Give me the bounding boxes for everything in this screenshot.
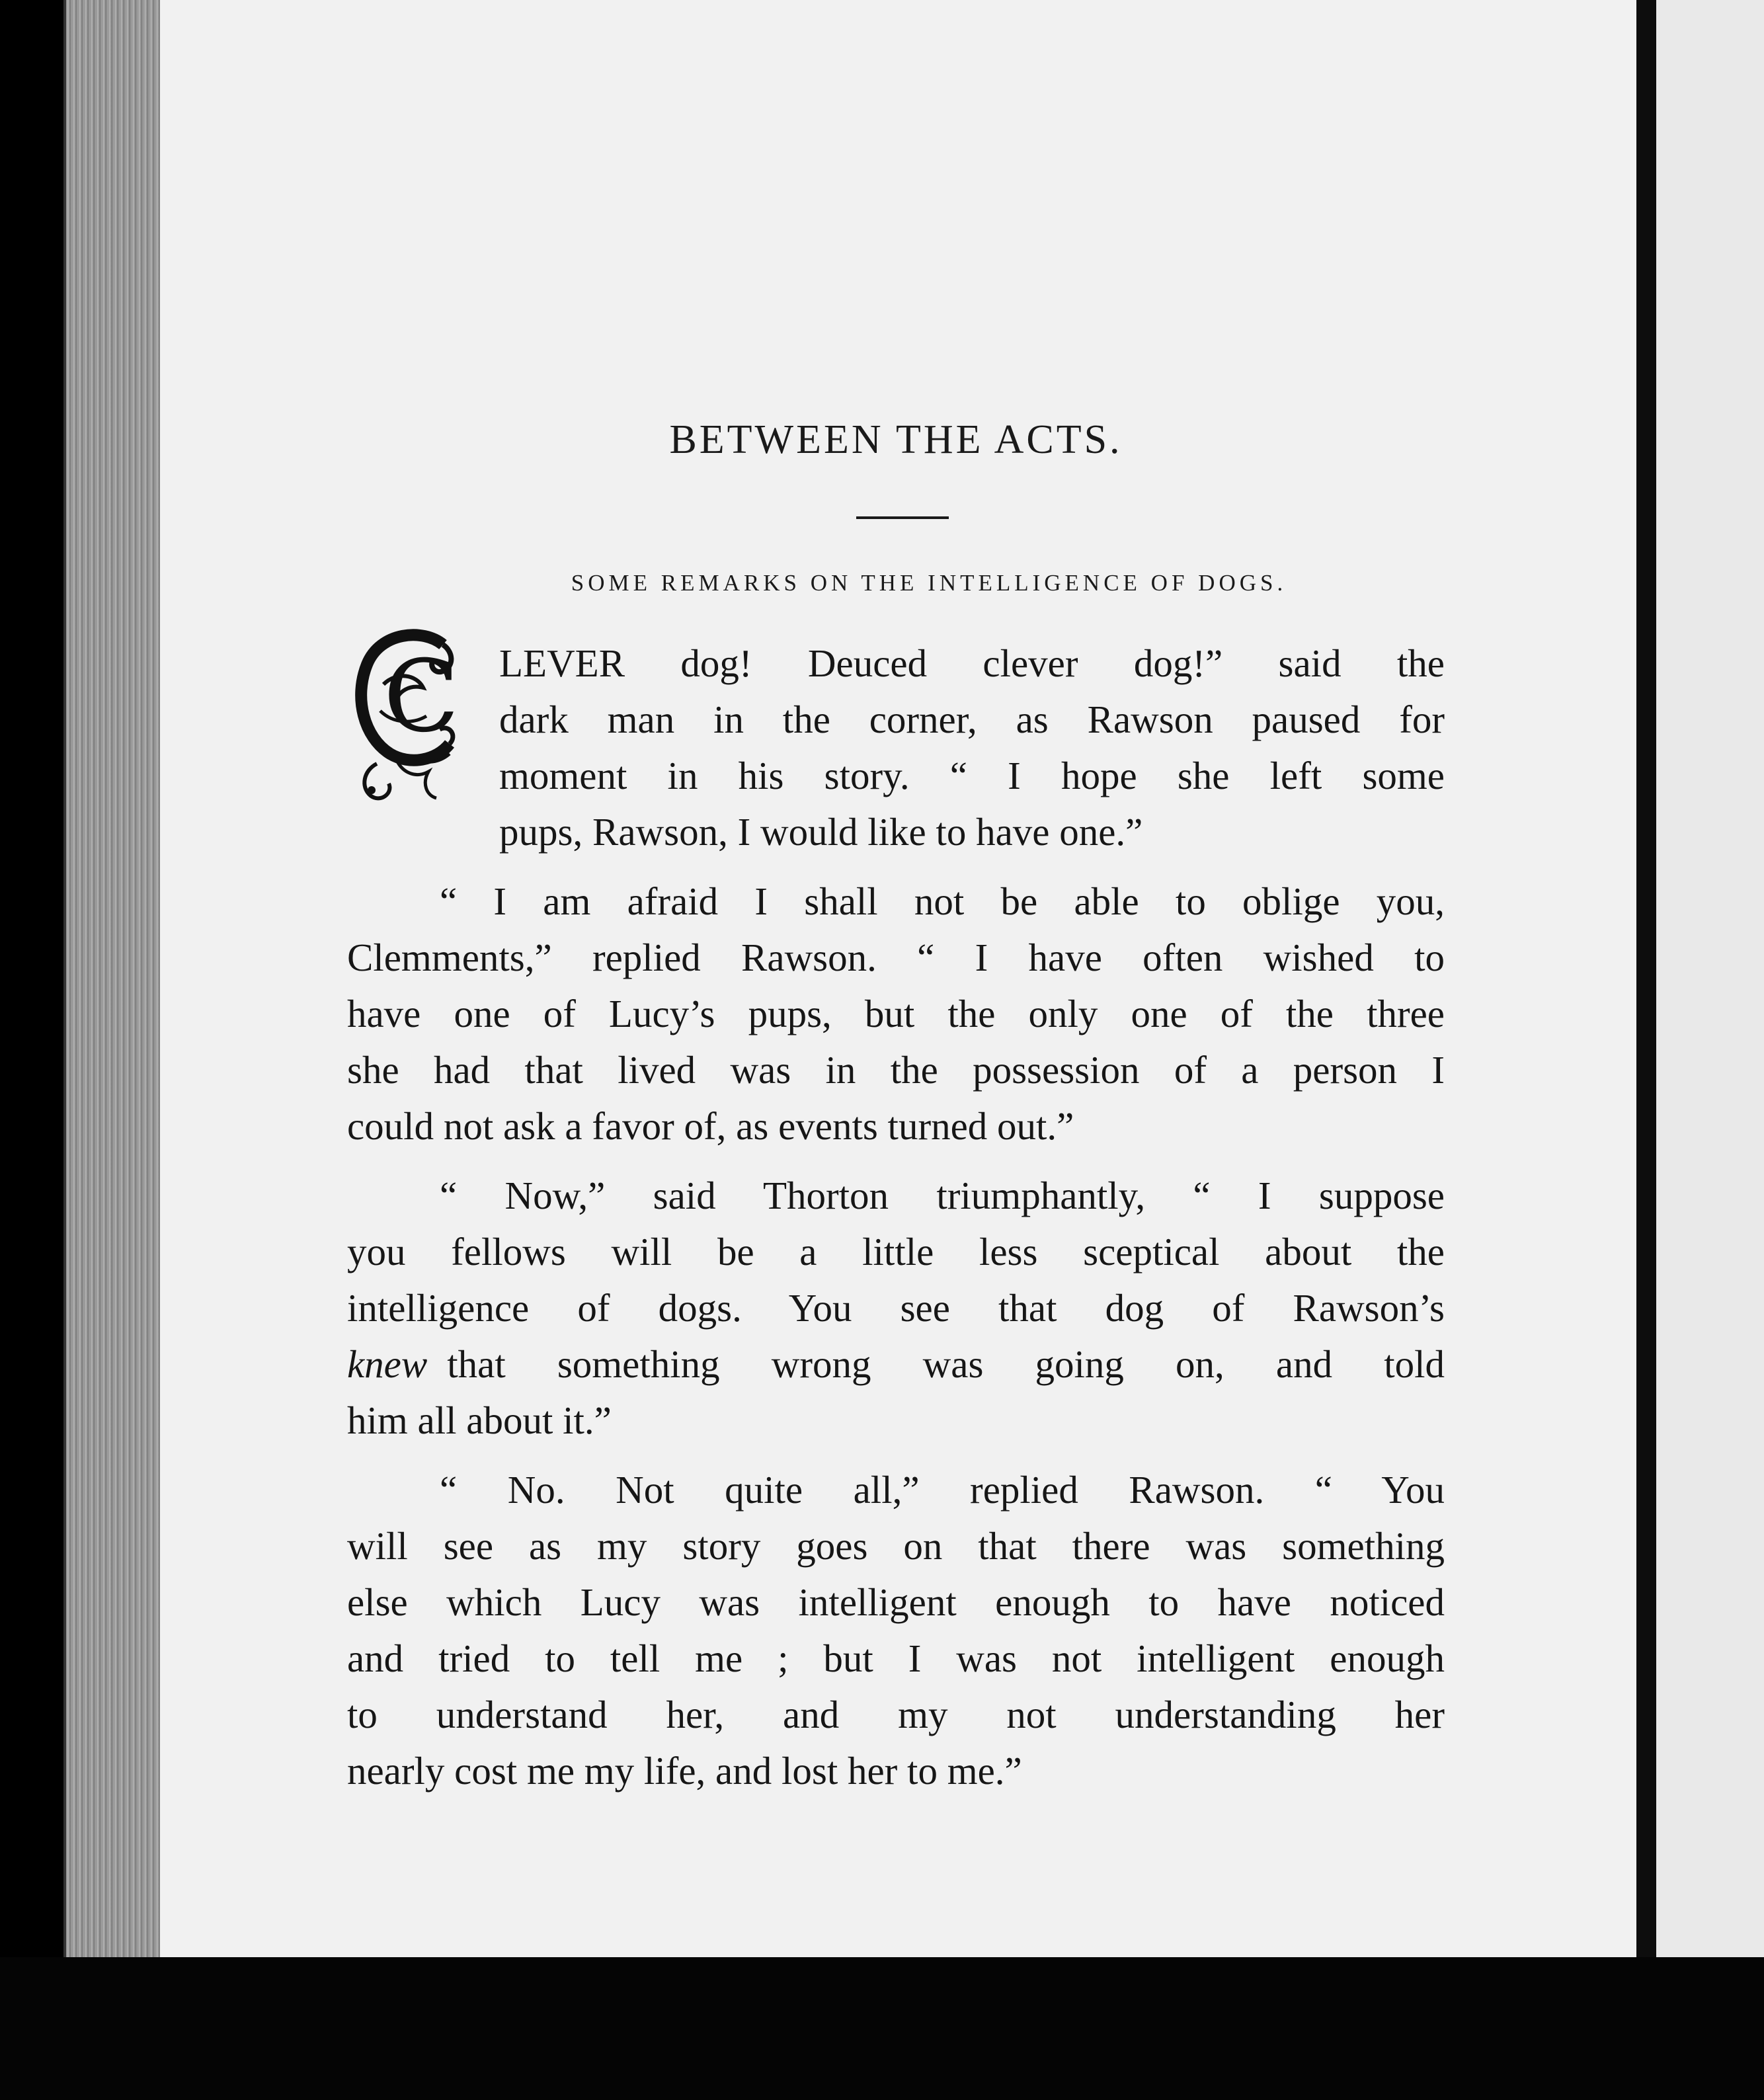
text-line: LEVER dog! Deuced clever dog!” said the bbox=[499, 641, 1445, 685]
page-title: BETWEEN THE ACTS. bbox=[669, 417, 1123, 462]
text-line: she had that lived was in the possession of a person I bbox=[347, 1048, 1445, 1092]
text-line: to understand her, and my not understanding her bbox=[347, 1693, 1445, 1736]
text-line-with-italic bbox=[347, 1341, 1445, 1387]
text-line: Clemments,” replied Rawson. “ I have often wished to bbox=[347, 936, 1445, 979]
facing-page-edge bbox=[1656, 0, 1764, 1957]
text-line: moment in his story. “ I hope she left some bbox=[499, 754, 1445, 797]
ornamental-dropcap-icon bbox=[344, 625, 466, 817]
text-line: will see as my story goes on that there was something bbox=[347, 1524, 1445, 1568]
text-line: intelligence of dogs. You see that dog of Rawson’s bbox=[347, 1286, 1445, 1330]
text-line: “ Now,” said Thorton triumphantly, “ I suppose bbox=[440, 1174, 1445, 1217]
text-line: you fellows will be a little less sceptical about the bbox=[347, 1230, 1445, 1273]
text-line: “ No. Not quite all,” replied Rawson. “ You bbox=[440, 1468, 1445, 1512]
text-line: dark man in the corner, as Rawson paused for bbox=[499, 698, 1445, 741]
text-line: “ I am afraid I shall not be able to oblige you, bbox=[440, 879, 1445, 923]
text-line: else which Lucy was intelligent enough to have noticed bbox=[347, 1580, 1445, 1624]
scan-border bbox=[0, 1957, 1764, 2100]
text-line: could not ask a favor of, as events turned out.” bbox=[347, 1104, 1074, 1148]
text-line: pups, Rawson, I would like to have one.” bbox=[499, 810, 1143, 854]
text-line: and tried to tell me ; but I was not intelligent enough bbox=[347, 1636, 1445, 1680]
text-line: nearly cost me my life, and lost her to me.” bbox=[347, 1749, 1022, 1793]
book-gutter bbox=[1636, 0, 1656, 1957]
italic-word: knew bbox=[347, 1342, 428, 1386]
text-line: have one of Lucy’s pups, but the only one of the three bbox=[347, 992, 1445, 1035]
chapter-subtitle: SOME REMARKS ON THE INTELLIGENCE OF DOGS. bbox=[571, 570, 1287, 596]
text-line: him all about it.” bbox=[347, 1398, 612, 1442]
dropcap-letter: C bbox=[383, 639, 460, 754]
title-divider bbox=[856, 516, 949, 519]
book-page-edges bbox=[66, 0, 160, 1957]
text-line: that something wrong was going on, and told bbox=[447, 1342, 1445, 1386]
